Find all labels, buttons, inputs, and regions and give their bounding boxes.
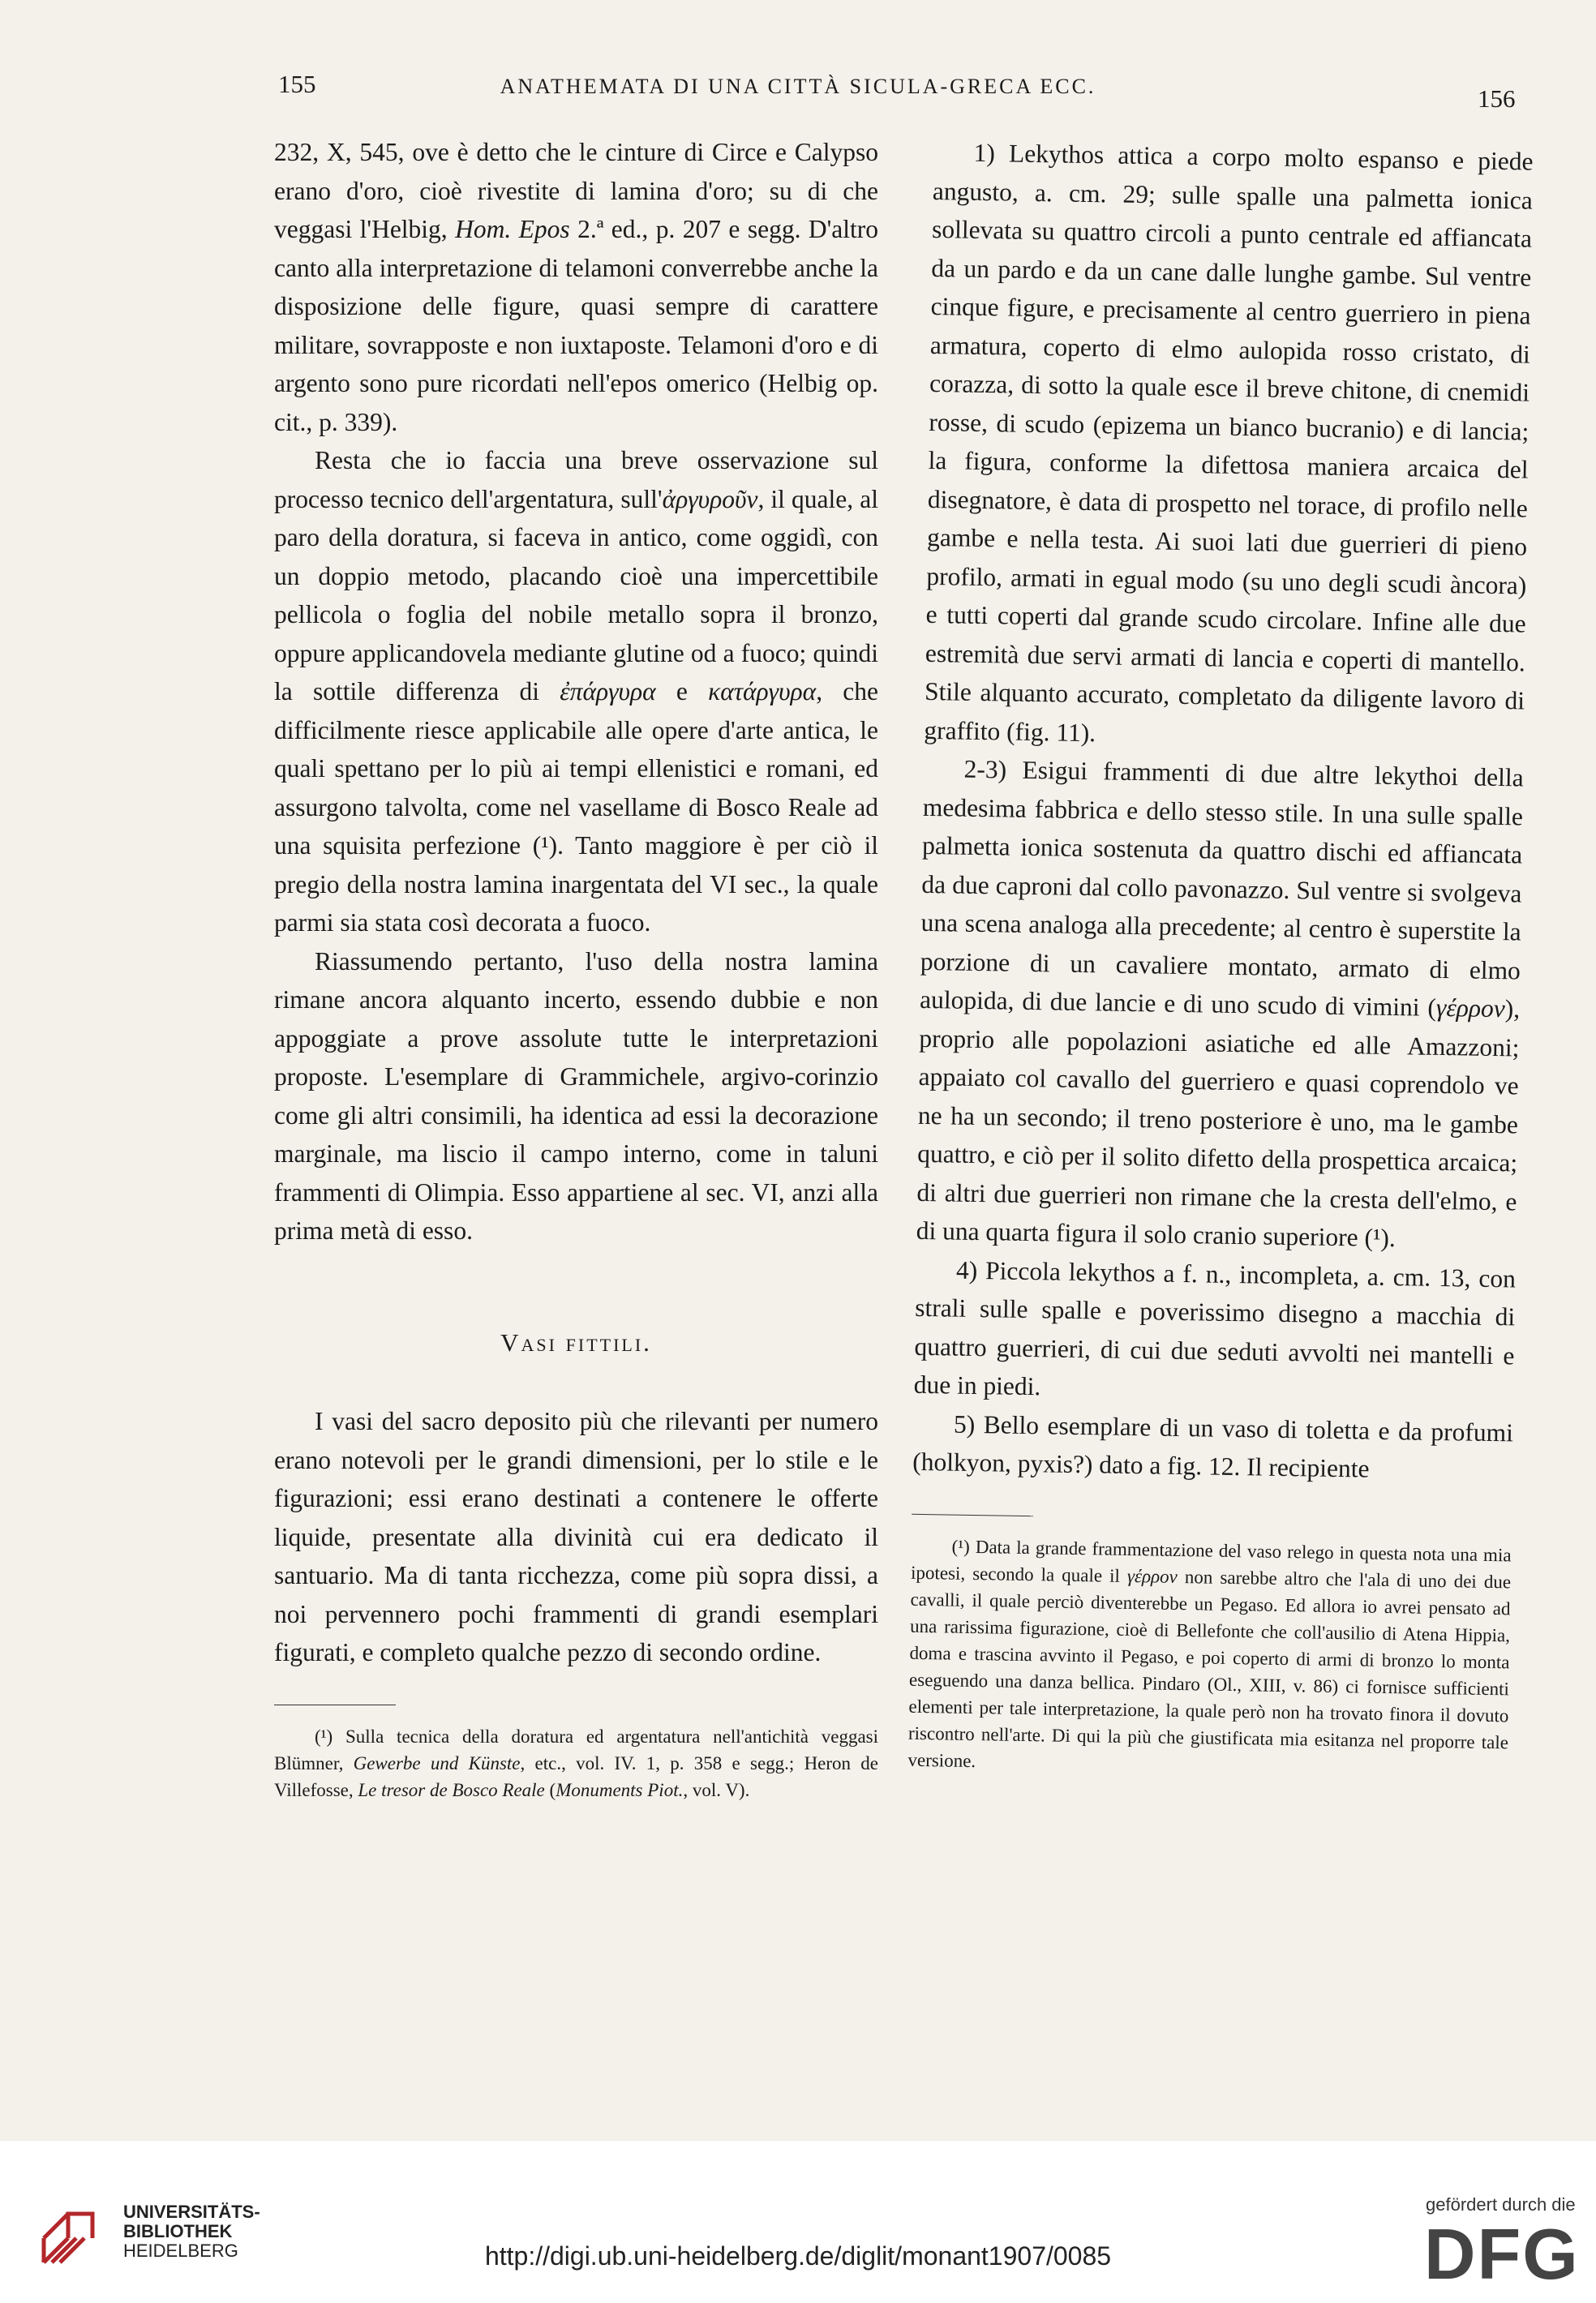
- footnote: (¹) Data la grande frammentazione del vaso relego in questa nota una mia ipotesi, secondo la quale il γέρρον non sarebbe altro che l'ala di uno dei due cavalli, il quale perciò diventerebbe un Pegaso. Ed allora io avrei pensato ad una rarissima figurazione, cioè di Bellefonte che coll'ausilio di Atena Hippia, doma e trascina avvinto il Pegaso, e poi coperto di armi di bronzo lo monta eseguendo una danza bellica. Pindaro (Ol., XIII, v. 86) ci fornisce sufficienti elementi per tale interpretazione, la quale però non ha trovato finora il dovuto riscontro nell'arte. Di qui la più che giustificata mia esitanza nel proporre tale versione.: [907, 1536, 1512, 1771]
- running-title: ANATHEMATA DI UNA CITTÀ SICULA-GRECA ECC.: [500, 75, 1096, 98]
- page-number-right: 156: [1478, 84, 1516, 113]
- footnote-divider: [912, 1513, 1033, 1516]
- university-library-name: UNIVERSITÄTS- BIBLIOTHEK HEIDELBERG: [123, 2202, 260, 2261]
- paragraph: Riassumendo pertanto, l'uso della nostra lamina rimane ancora alquanto incerto, essendo dubbie e non appoggiate a prove assolute tutte le interpretazioni proposte. L'esemplare di Grammichele, argivo-corinzio come gli altri consimili, ha identica ad essi la decorazione marginale, ma liscio il campo interno, come in taluni frammenti di Olimpia. Esso appartiene al sec. VI, anzi alla prima metà di esso.: [274, 946, 878, 1245]
- paragraph: 2-3) Esigui frammenti di due altre lekythoi della medesima fabbrica e dello stesso stile. In una sulle spalle palmetta ionica sostenuta da quattro dischi ed affiancata da due caproni dal collo pavonazzo. Sul ventre si svolgeva una scena analoga alla precedente; al centro è superstite la porzione di un cavaliere montato, armato di elmo aulopida, di due lancie e di uno scudo di vimini (γέρρον), proprio alle popolazioni asiatiche ed alle Amazzoni; appaiato col cavallo del guerriero e quasi coprendolo ve ne ha un secondo; il treno posteriore è uno, ma le gambe quattro, e ciò per il solito difetto della prospettica arcaica; di altri due guerrieri non rimane che la cresta dell'elmo, e di una quarta figura il solo cranio superiore (¹).: [916, 754, 1524, 1253]
- paragraph: 5) Bello esemplare di un vaso di toletta e da profumi (holkyon, pyxis?) dato a fig. 12. Il recipiente: [912, 1409, 1514, 1483]
- paragraph: Resta che io faccia una breve osservazione sul processo tecnico dell'argentatura, sull'ἀργυροῦν, il quale, al paro della doratura, si faceva in antico, come oggidì, con un doppio metodo, placando cioè una impercettibile pellicola o foglia del nobile metallo sopra il bronzo, oppure applicandovela mediante glutine od a fuoco; quindi la sottile differenza di ἐπάργυρα e κατάργυρα, che difficilmente riesce applicabile alle opere d'arte antica, le quali spettano per lo più ai tempi ellenistici e romani, ed assurgono talvolta, come nel vasellame di Bosco Reale ad una squisita perfezione (¹). Tanto maggiore è per ciò il pregio della nostra lamina inargentata del VI sec., la quale parmi sia stata così decorata a fuoco.: [274, 446, 879, 937]
- paragraph: I vasi del sacro deposito più che rilevanti per numero erano notevoli per le grandi dimensioni, per lo stile e le figurazioni; essi erano destinati a contenere le offerte liquide, presentate alla divinità cui era dedicato il santuario. Ma di tanta ricchezza, come più sopra dissi, a noi pervennero pochi frammenti di grandi esemplari figurati, e completo qualche pezzo di secondo ordine.: [274, 1407, 878, 1666]
- section-heading: Vasi fittili.: [500, 1327, 652, 1357]
- paragraph: 4) Piccola lekythos a f. n., incompleta, a. cm. 13, con strali sulle spalle e poverissimo disegno a macchia di quattro guerrieri, di cui due seduti avvolti nei mantelli e due in piedi.: [913, 1255, 1517, 1401]
- dfg-logo: DFG: [1424, 2214, 1580, 2294]
- left-column: [274, 133, 878, 1803]
- right-column: [907, 133, 1534, 1782]
- paragraph: 232, X, 545, ove è detto che le cinture di Circe e Calypso erano d'oro, cioè rivestite di lamina d'oro; su di che veggasi l'Helbig, Hom. Epos 2.ª ed., p. 207 e segg. D'altro canto alla interpretazione di telamoni converrebbe anche la disposizione delle figure, quasi sempre di carattere militare, sovrapposte e non iuxtaposte. Telamoni d'oro e di argento sono pure ricordati nell'epos omerico (Helbig op. cit., p. 339).: [274, 138, 879, 436]
- footnote: (¹) Sulla tecnica della doratura ed argentatura nell'antichità veggasi Blümner, Gewerbe und Künste, etc., vol. IV. 1, p. 358 e segg.; Heron de Villefosse, Le tresor de Bosco Reale (Monuments Piot., vol. V).: [274, 1726, 879, 1800]
- paragraph: 1) Lekythos attica a corpo molto espanso e piede angusto, a. cm. 29; sulle spalle una palmetta ionica sollevata su quattro circoli a punto centrale ed affiancata da un pardo e da un cane dalle lunghe gambe. Sul ventre cinque figure, e precisamente al centro guerriero in piena armatura, coperto di elmo aulopida rosso cristato, di corazza, di sotto la quale esce il breve chitone, di cnemidi rosse, di scudo (epizema un bianco bucranio) e di lancia; la figura, conforme la difettosa maniera arcaica del disegnatore, è data di prospetto nel torace, di profilo nelle gambe e nella testa. Ai suoi lati due guerrieri di pieno profilo, armati in egual modo (su uno degli scudi àncora) e tutti coperti dal grande scudo circolare. Infine alle due estremità due servi armati di lancia e coperti di mantello. Stile alquanto accurato, completato da diligente lavoro di graffito (fig. 11).: [924, 138, 1534, 747]
- permalink-url[interactable]: http://digi.ub.uni-heidelberg.de/diglit/monant1907/0085: [484, 2241, 1112, 2271]
- funding-caption: gefördert durch die: [1426, 2194, 1576, 2215]
- page-number-left: 155: [278, 70, 316, 98]
